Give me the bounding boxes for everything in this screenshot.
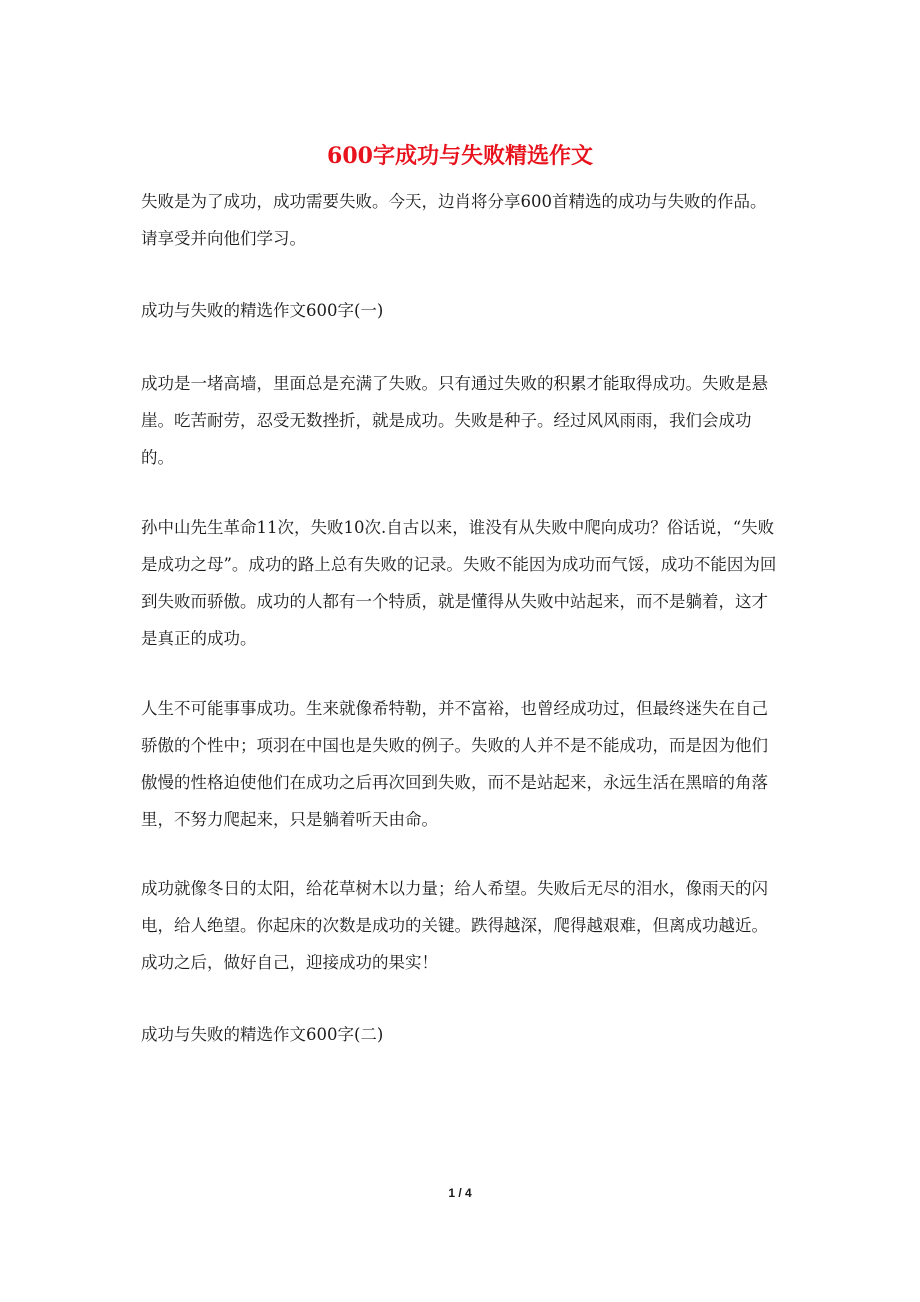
- paragraph-2: 孙中山先生革命11次，失败10次.自古以来，谁没有从失败中爬向成功？俗话说，“失败是成功之母”。成功的路上总有失败的记录。失败不能因为成功而气馁，成功不能因为回到失败而骄傲。成功的人都有一个特质，就是懂得从失败中站起来，而不是躺着，这才是真正的成功。: [141, 518, 777, 648]
- paragraph-4: 成功就像冬日的太阳，给花草树木以力量；给人希望。失败后无尽的泪水，像雨天的闪电，给人绝望。你起床的次数是成功的关键。跌得越深，爬得越艰难，但离成功越近。成功之后，做好自己，迎接成功的果实！: [141, 879, 768, 972]
- paragraph-1: 成功是一堵高墙，里面总是充满了失败。只有通过失败的积累才能取得成功。失败是悬崖。吃苦耐劳，忍受无数挫折，就是成功。失败是种子。经过风风雨雨，我们会成功的。: [141, 374, 768, 467]
- document-title: 600字成功与失败精选作文: [327, 143, 593, 169]
- paragraph-3: 人生不可能事事成功。生来就像希特勒，并不富裕，也曾经成功过，但最终迷失在自己骄傲的个性中；项羽在中国也是失败的例子。失败的人并不是不能成功，而是因为他们傲慢的性格迫使他们在成功之后再次回到失败，而不是站起来，永远生活在黑暗的角落里，不努力爬起来，只是躺着听天由命。: [141, 699, 768, 829]
- section-heading-1: 成功与失败的精选作文600字(一): [141, 301, 384, 320]
- intro-paragraph: 失败是为了成功，成功需要失败。今天，边肖将分享600首精选的成功与失败的作品。请享受并向他们学习。: [141, 192, 767, 248]
- page-number: 1 / 4: [448, 1186, 472, 1200]
- section-heading-2: 成功与失败的精选作文600字(二): [141, 1025, 384, 1044]
